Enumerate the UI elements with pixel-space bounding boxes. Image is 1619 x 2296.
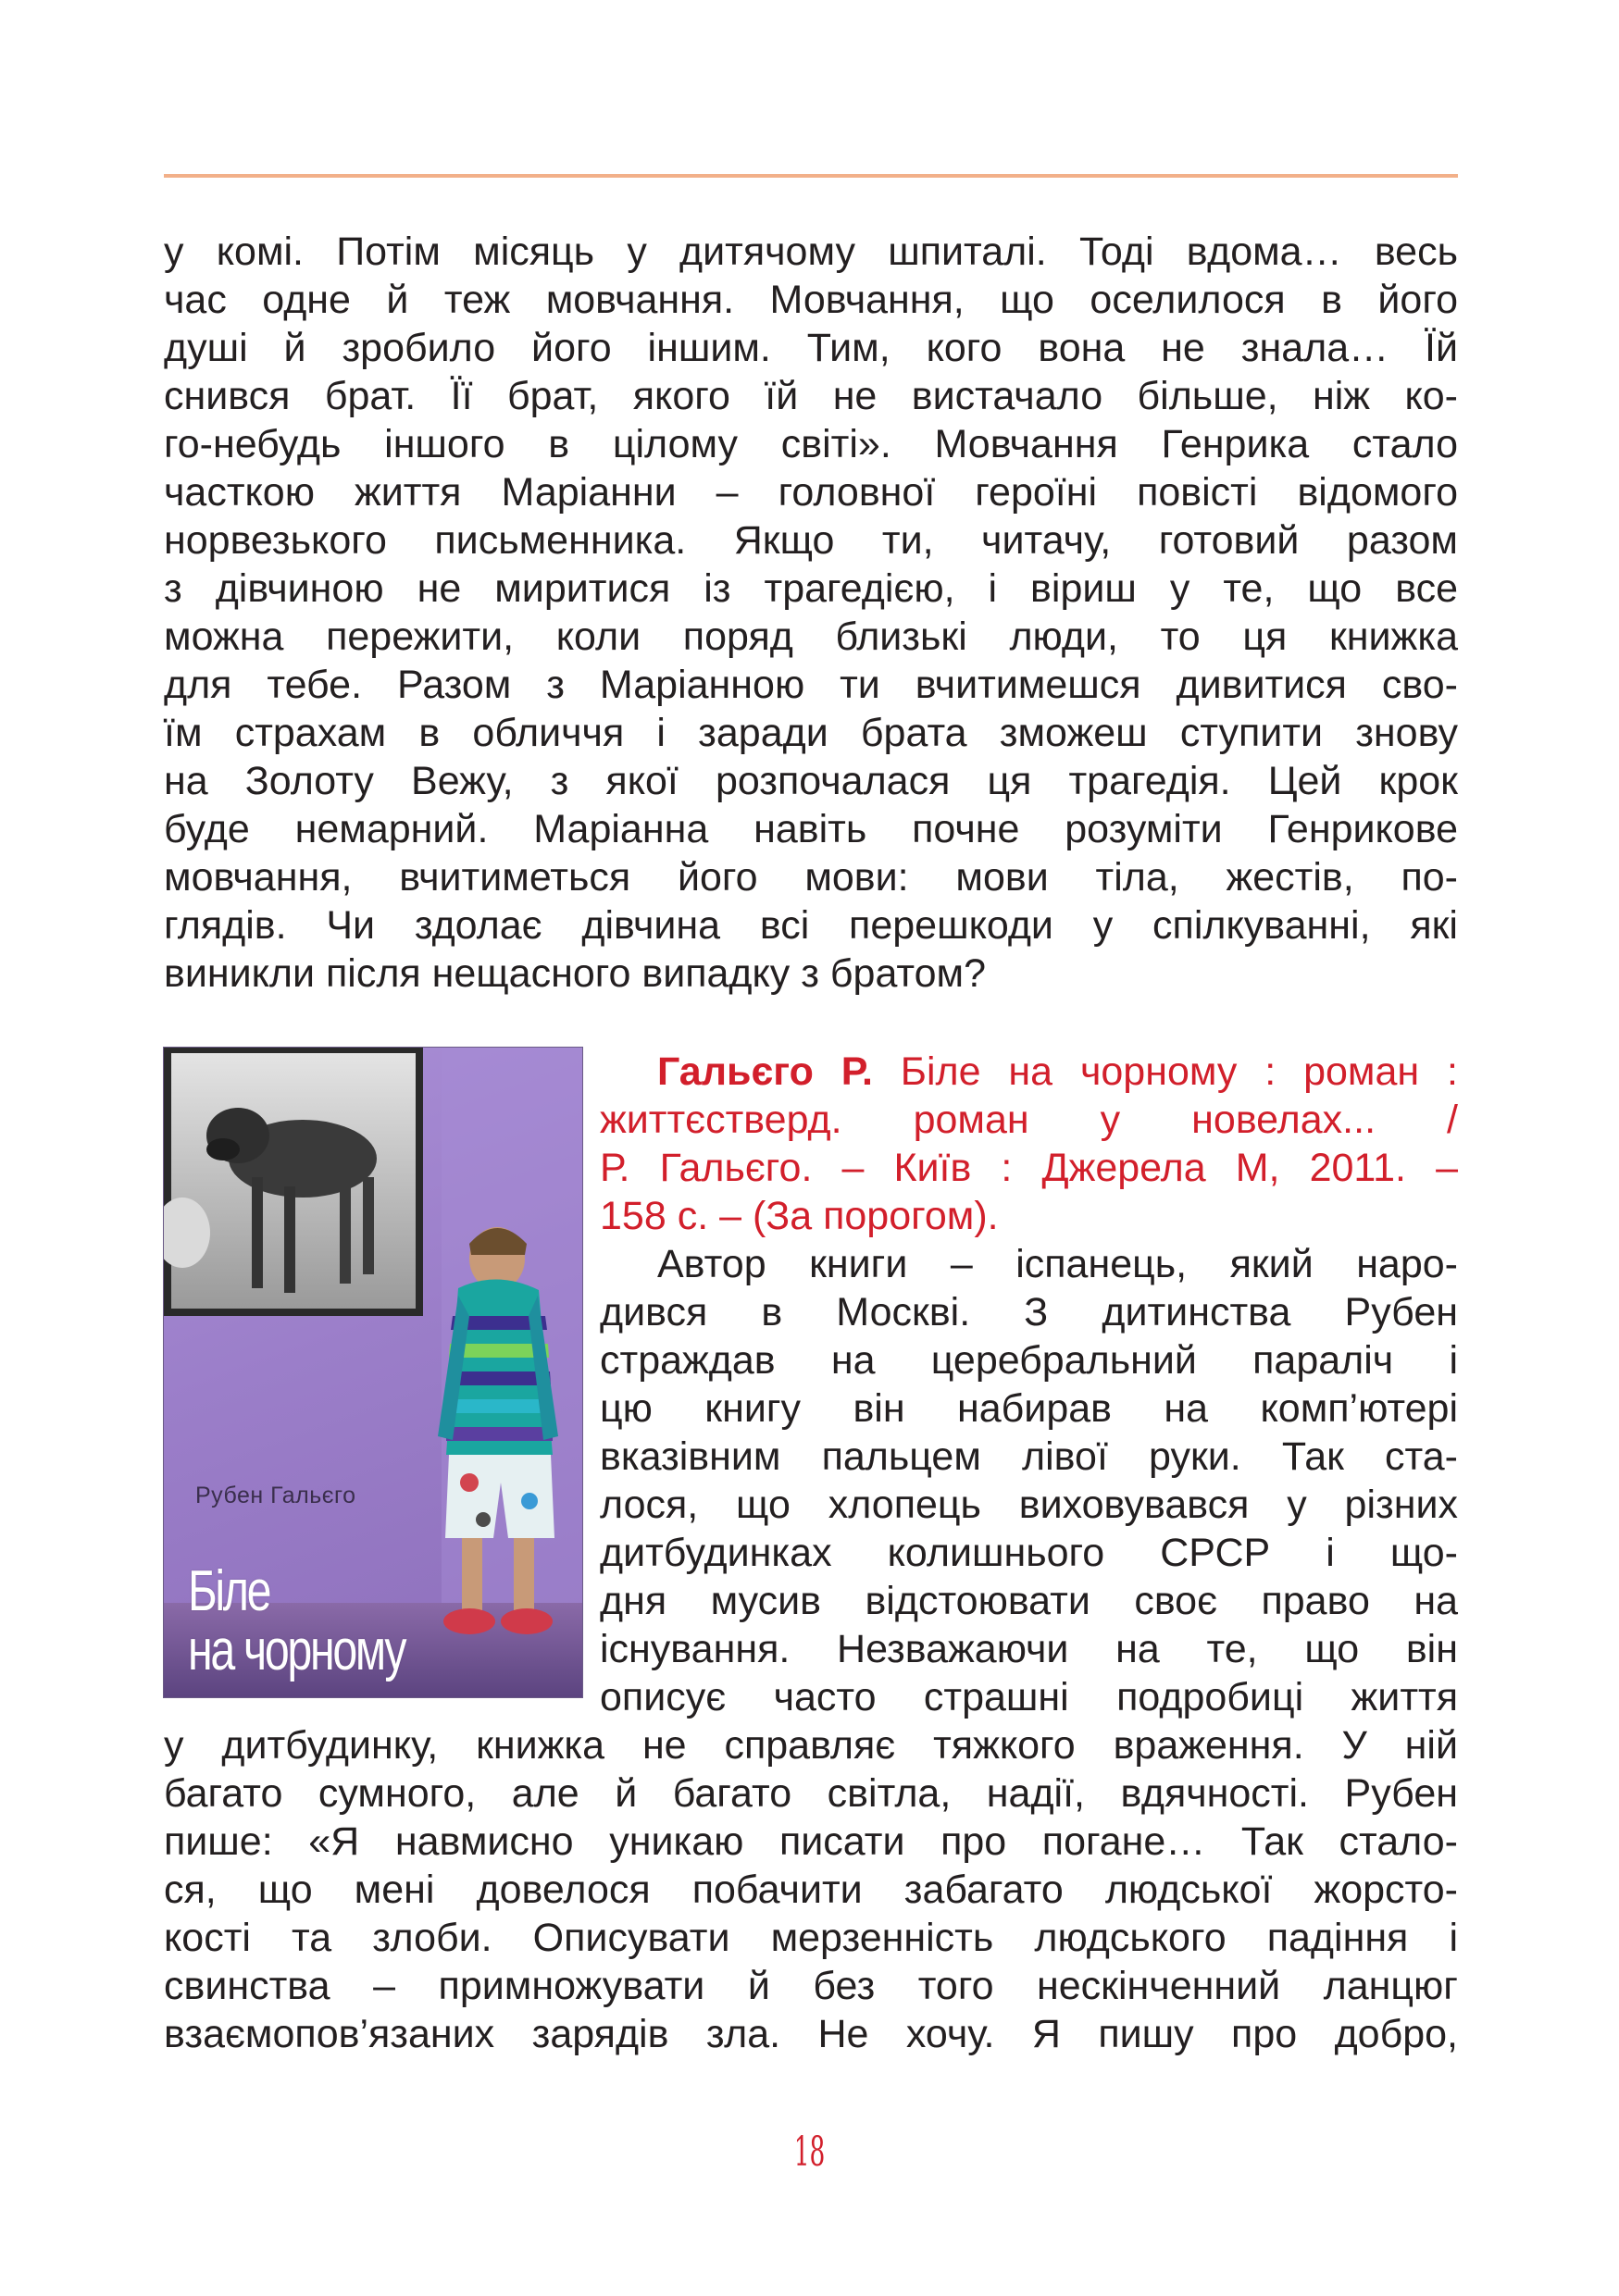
text-line: снився брат. Її брат, якого їй не вистачало більше, ніж ко-: [164, 374, 1458, 418]
citation-line: [600, 1048, 1458, 1096]
text-line: свинства – примножувати й без того нескінченний ланцюг: [164, 1964, 1458, 2008]
citation-line: Р. Гальєго. – Київ : Джерела М, 2011. –: [600, 1146, 1458, 1190]
text-line: для тебе. Разом з Маріанною ти вчитимешся дивитися сво-: [164, 663, 1458, 707]
text-line: у дитбудинку, книжка не справляє тяжкого враження. У ній: [164, 1723, 1458, 1768]
text-line: у комі. Потім місяць у дитячому шпиталі. Тоді вдома… весь: [164, 230, 1458, 274]
text-line: багато сумного, але й багато світла, надії, вдячності. Рубен: [164, 1771, 1458, 1816]
cover-title: [188, 1559, 405, 1682]
text-line: го-небудь іншого в цілому світі». Мовчання Генрика стало: [164, 422, 1458, 466]
text-line: дитбудинках колишнього СРСР і що-: [600, 1531, 1458, 1575]
text-line: описує часто страшні подробиці життя: [600, 1675, 1458, 1719]
citation-title: Біле на чорному : роман :: [872, 1049, 1458, 1094]
text-line: існування. Незважаючи на те, що він: [600, 1627, 1458, 1671]
cover-author: Рубен Гальєго: [195, 1483, 356, 1508]
text-line: їм страхам в обличчя і заради брата зможеш ступити знову: [164, 711, 1458, 755]
text-line: час одне й теж мовчання. Мовчання, що оселилося в його: [164, 278, 1458, 322]
text-line: з дівчиною не миритися із трагедією, і віриш у те, що все: [164, 566, 1458, 611]
text-line: виникли після нещасного випадку з братом?: [164, 951, 987, 996]
text-line: лося, що хлопець виховувався у різних: [600, 1483, 1458, 1527]
citation-line: життєстверд. роман у новелах... /: [600, 1098, 1458, 1142]
text-line: страждав на церебральний параліч і: [600, 1338, 1458, 1383]
text-line: взаємопов’язаних зарядів зла. Не хочу. Я пишу про добро,: [164, 2012, 1458, 2056]
text-line: мовчання, вчитиметься його мови: мови тіла, жестів, по-: [164, 855, 1458, 900]
citation-line: 158 с. – (За порогом).: [600, 1194, 999, 1238]
text-line: кості та злоби. Описувати мерзенність людського падіння і: [164, 1916, 1458, 1960]
text-line: дня мусив відстоювати своє право на: [600, 1579, 1458, 1623]
text-line: Автор книги – іспанець, який наро-: [657, 1242, 1458, 1286]
text-line: вказівним пальцем лівої руки. Так ста-: [600, 1434, 1458, 1479]
text-line: глядів. Чи здолає дівчина всі перешкоди у спілкуванні, які: [164, 903, 1458, 948]
text-line: пише: «Я навмисно уникаю писати про погане… Так стало-: [164, 1819, 1458, 1864]
text-line: ся, що мені довелося побачити забагато людської жорсто-: [164, 1868, 1458, 1912]
text-line: буде немарний. Маріанна навіть почне розуміти Генрикове: [164, 807, 1458, 851]
text-line: часткою життя Маріанни – головної героїні повісті відомого: [164, 470, 1458, 515]
cover-title-line: Біле: [188, 1559, 270, 1623]
header-divider: [164, 174, 1458, 178]
text-line: норвезького письменника. Якщо ти, читачу, готовий разом: [164, 518, 1458, 563]
text-line: цю книгу він набирав на комп’ютері: [600, 1386, 1458, 1431]
book-cover-image: [164, 1048, 582, 1697]
cover-title-line: на чорному: [188, 1619, 405, 1682]
text-line: душі й зробило його іншим. Тим, кого вона не знала… Їй: [164, 326, 1458, 370]
text-line: на Золоту Вежу, з якої розпочалася ця трагедія. Цей крок: [164, 759, 1458, 803]
text-line: можна пережити, коли поряд близькі люди, то ця книжка: [164, 614, 1458, 659]
text-line: дився в Москві. З дитинства Рубен: [600, 1290, 1458, 1334]
citation-author: Гальєго Р.: [657, 1049, 873, 1094]
page-number: 18: [793, 2128, 826, 2176]
